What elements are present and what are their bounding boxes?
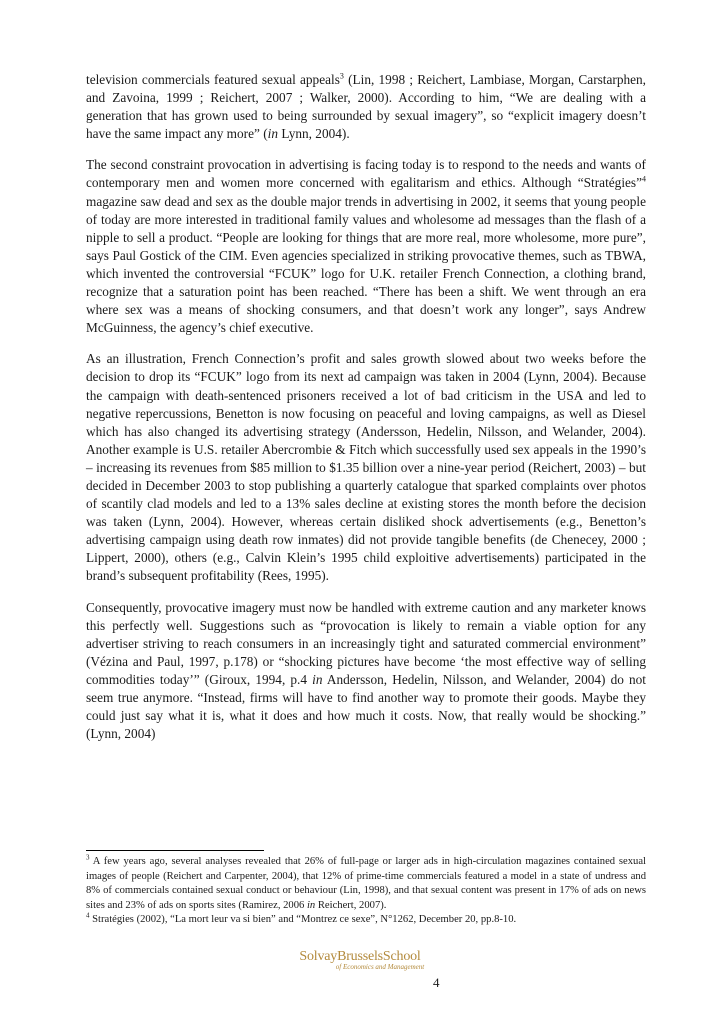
paragraph-2 <box>86 156 646 337</box>
footnote-3-number: 3 <box>86 853 90 862</box>
paragraph-1-text-end: Lynn, 2004). <box>278 126 350 142</box>
italic-in: in <box>312 671 323 687</box>
footnote-4-text: Stratégies (2002), “La mort leur va si bien” and “Montrez ce sexe”, N°1262, December 20, pp.8-10. <box>89 914 517 925</box>
school-logo <box>285 949 435 971</box>
paragraph-2-text-cont: magazine saw dead and sex as the double major trends in advertising in 2002, it seems that young people of today are more interested in traditional family values and wholesome ad messages than the flash of a nipple to sell a product. “People are looking for things that are more real, more wholesome, more pure”, says Paul Gostick of the CIM. Even agencies specialized in striking provocative themes, such as TBWA, which invented the controversial “FCUK” logo for U.K. retailer French Connection, a clothing brand, recognize that a saturation point has been reached. “There has been a shift. We went through an era where sex was a means of shocking consumers, and that doesn’t work any longer”, says Andrew McGuinness, the agency’s chief executive. <box>86 193 646 336</box>
footnote-4-number: 4 <box>86 911 90 920</box>
paragraph-1-text-cont: (Lin, 1998 ; Reichert, Lambiase, Morgan, Carstarphen, and Zavoina, 1999 ; Reichert, 2007 ; Walker, 2000). According to him, “We are dealing with a generation that has grown used to being surrounded by sexual imagery”, so “explicit imagery doesn’t have the same impact any more” ( <box>86 72 646 142</box>
paragraph-4-text-cont: Andersson, Hedelin, Nilsson, and Welander, 2004) do not seem true anymore. “Instead, firms will have to find another way to promote their goods. Maybe they could just say what it is, what it does and how much it costs. Now, that really would be shocking.” (Lynn, 2004) <box>86 671 647 742</box>
logo-name: SolvayBrusselsSchool <box>299 949 421 964</box>
logo-subtitle: of Economics and Management <box>335 963 425 971</box>
paragraph-4-text: Consequently, provocative imagery must now be handled with extreme caution and any marketer knows this perfectly well. Suggestions such as “provocation is likely to remain a viable option for any advertiser striving to reach consumers in an increasingly tight and saturated commercial environment” (Vézina and Paul, 1997, p.178) or “shocking pictures have become ‘the most effective way of selling commodities today’” (Giroux, 1994, p.4 <box>86 599 646 687</box>
paragraph-2-text: The second constraint provocation in advertising is facing today is to respond to the needs and wants of contemporary men and women more concerned with egalitarism and ethics. Although “Stratégies” <box>86 157 646 191</box>
italic-in: in <box>306 899 316 911</box>
footnote-4 <box>86 913 646 928</box>
italic-in: in <box>267 126 278 142</box>
footnote-ref-4[interactable]: 4 <box>642 175 646 185</box>
footnote-3-text: A few years ago, several analyses revealed that 26% of full-page or larger ads in high-circulation magazines contained sexual images of people (Reichert and Carpenter, 2004), that 12% of prime-time commercials featured a model in a state of undress and 8% of commercials contained sexual conduct or behaviour (Lin, 1998), and that sexual content was present in 17% of ads on news sites and 23% of ads on sports sites (Ramirez, 2006 <box>86 856 646 911</box>
page-number: 4 <box>433 975 440 990</box>
footnote-3-text-end: Reichert, 2007). <box>315 899 387 911</box>
paragraph-1-text: television commercials featured sexual appeals <box>86 72 340 87</box>
footnote-ref-3[interactable]: 3 <box>339 71 344 81</box>
footnote-separator <box>86 850 264 851</box>
paragraph-3: As an illustration, French Connection’s profit and sales growth slowed about two weeks before the decision to drop its “FCUK” logo from its next ad campaign was taken in 2004 (Lynn, 2004). Because the campaign with death-sentenced prisoners received a lot of bad criticism in the USA and led to negative repercussions, Benetton is now focusing on peaceful and loving campaigns, as well as Diesel which has also changed its advertising strategy (Andersson, Hedelin, Nilsson, and Welander, 2004). Another example is U.S. retailer Abercrombie & Fitch which successfully used sex appeals in the 1990’s – increasing its revenues from $85 million to $1.35 billion over a nine-year period (Reichert, 2003) – but decided in December 2003 to stop publishing a quarterly catalogue that sparked complaints over photos of scantily clad models and led to a 13% sales decline at existing stores the month before the decision was taken (Lynn, 2004). However, whereas certain disliked shock advertisements (e.g., Benetton’s advertising campaign using death row inmates) did not provide tangible benefits (de Chenecey, 2000 ; Lippert, 2000), others (e.g., Calvin Klein’s 1995 child exploitive advertisements) participated in the brand’s subsequent profitability (Rees, 1995). <box>86 351 646 584</box>
footnote-3 <box>86 855 646 913</box>
footnotes <box>86 855 646 928</box>
paragraph-4 <box>86 599 646 744</box>
document-body <box>86 71 646 756</box>
paragraph-1 <box>86 71 646 143</box>
